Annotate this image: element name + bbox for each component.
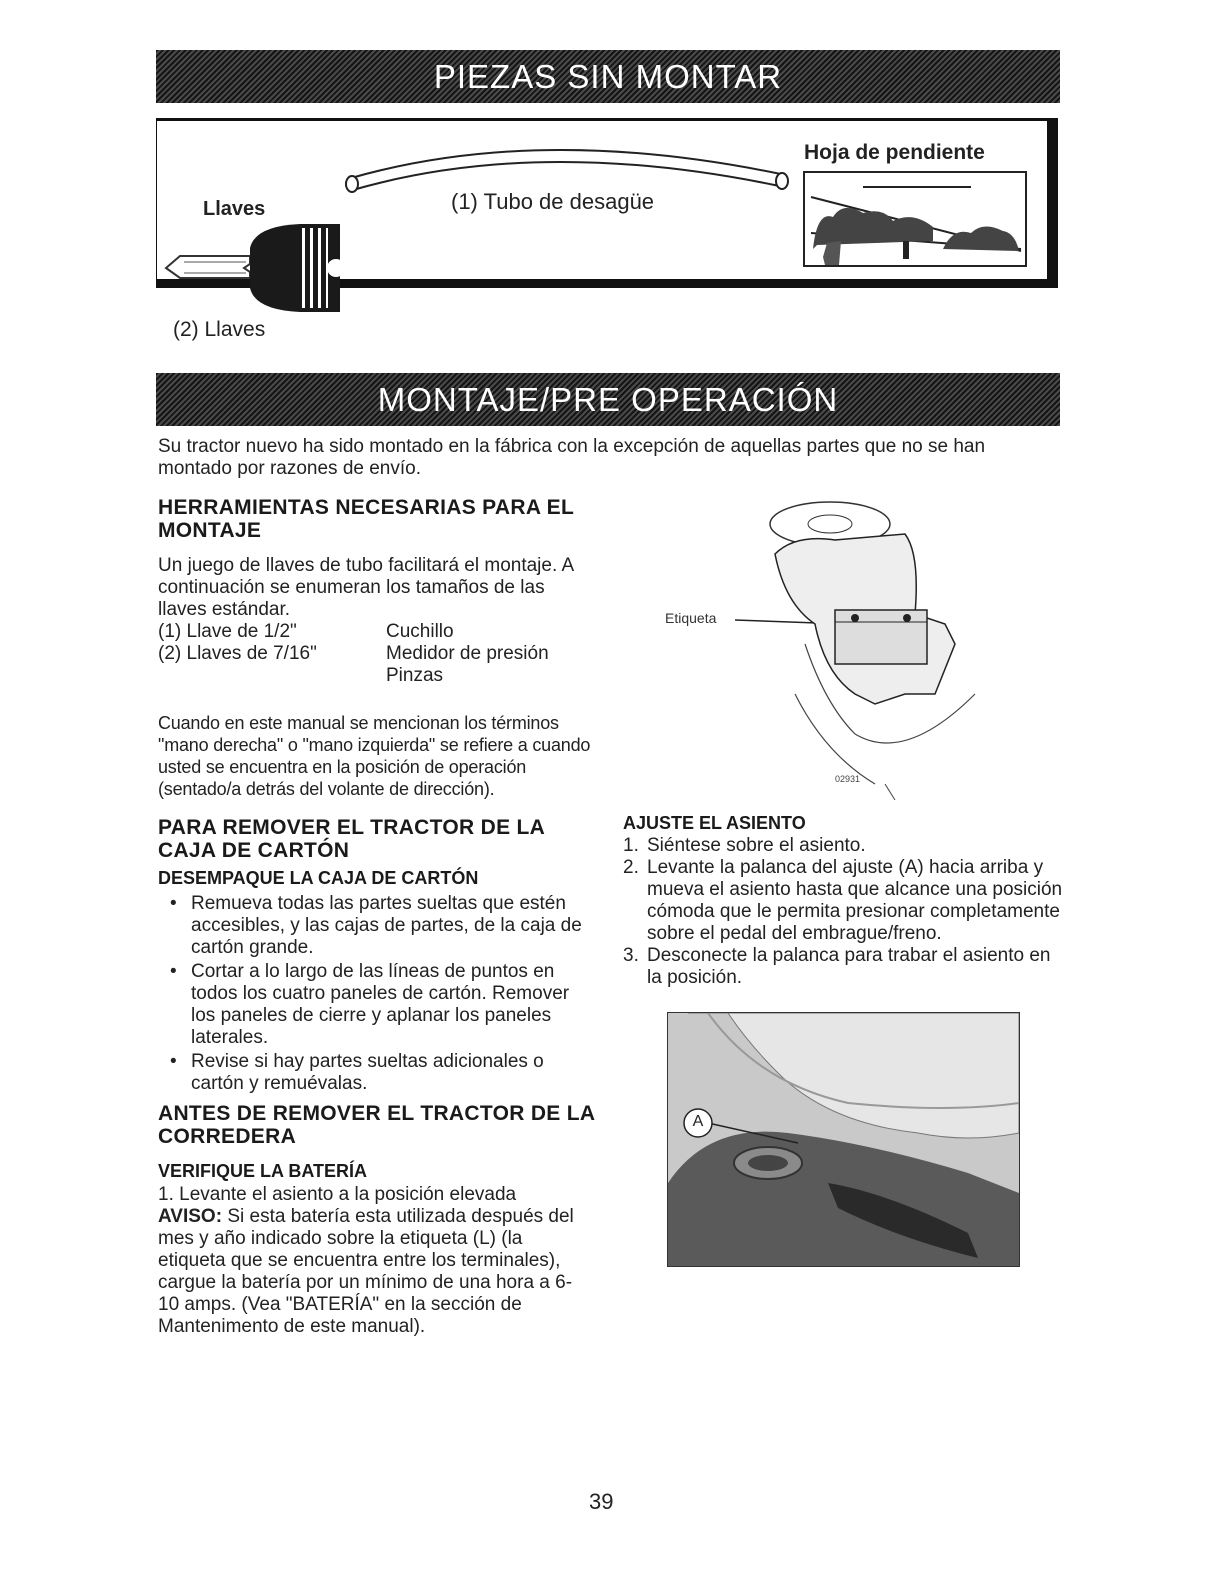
key-icon: [160, 218, 350, 318]
seat-lever-photo: [667, 1012, 1020, 1267]
tools-row-right: Medidor de presión: [386, 643, 549, 664]
page-number: 39: [589, 1489, 614, 1514]
keys-caption: (2) Llaves: [173, 318, 266, 341]
unpack-list: [158, 893, 598, 1095]
slope-sheet-icon: [803, 171, 1027, 267]
tools-row-left: (1) Llave de 1/2": [158, 621, 297, 642]
list-item: 2. Levante la palanca del ajuste (A) hacia arriba y mueva el asiento hasta que alcance una posición cómoda que le permita presionar completamente sobre el pedal del embrague/freno.: [623, 857, 1063, 944]
remove-heading: PARA REMOVER EL TRACTOR DE LA CAJA DE CARTÓN: [158, 816, 545, 862]
figure-code: 02931: [835, 774, 861, 784]
assembly-banner: [156, 373, 1060, 426]
tools-heading: HERRAMIENTAS NECESARIAS PARA EL MONTAJE: [158, 496, 574, 542]
tools-row-right: Pinzas: [386, 665, 444, 686]
tools-row: [158, 665, 598, 687]
before-heading: ANTES DE REMOVER EL TRACTOR DE LA CORREDERA: [158, 1102, 595, 1148]
tools-row: [158, 643, 598, 665]
list-item: • Remueva todas las partes sueltas que estén accesibles, y las cajas de partes, de la caja de cartón grande.: [170, 893, 582, 958]
unpack-subheading: DESEMPAQUE LA CAJA DE CARTÓN: [158, 868, 479, 888]
battery-illustration: [735, 494, 995, 800]
tools-row-right: Cuchillo: [386, 621, 454, 642]
banner-title: MONTAJE/PRE OPERACIÓN: [377, 380, 839, 418]
seat-heading: AJUSTE EL ASIENTO: [623, 813, 806, 833]
orientation-note: Cuando en este manual se mencionan los términos "mano derecha" o "mano izquierda" se refiere a cuando usted se encuentra en la posición de operación (sentado/a detrás del volante de dirección).: [158, 713, 591, 799]
list-item: 1. Siéntese sobre el asiento.: [623, 835, 866, 856]
list-item: 3. Desconecte la palanca para trabar el asiento en la posición.: [623, 945, 1051, 988]
battery-subheading: VERIFIQUE LA BATERÍA: [158, 1161, 368, 1181]
slope-sheet-title: Hoja de pendiente: [804, 141, 985, 164]
keys-title: Llaves: [203, 198, 266, 220]
notice-text: Si esta batería esta utilizada después del mes y año indicado sobre la etiqueta (L) (la etiqueta que se encuentra entre los terminales), cargue la batería por un mínimo de una hora a 6-10 amps. (Vea "BATERÍA" en la sección de Mantenimento de este manual).: [158, 1206, 574, 1337]
battery-label: Etiqueta: [665, 610, 717, 626]
intro-paragraph: Su tractor nuevo ha sido montado en la fábrica con la excepción de aquellas partes que no se han montado por razones de envío.: [158, 436, 986, 479]
tools-row-left: (2) Llaves de 7/16": [158, 643, 317, 664]
tools-list: [158, 621, 598, 687]
tools-row-left: [158, 665, 386, 687]
seat-steps: [623, 835, 1063, 989]
notice-label: AVISO:: [158, 1206, 223, 1227]
callout-a: A: [692, 1113, 704, 1130]
banner-title: PIEZAS SIN MONTAR: [433, 57, 783, 95]
list-item: • Revise si hay partes sueltas adicionales o cartón y remuévalas.: [170, 1051, 544, 1094]
list-item: • Cortar a lo largo de las líneas de puntos en todos los cuatro paneles de cartón. Remover los paneles de cierre y aplanar los paneles laterales.: [170, 961, 570, 1048]
unassembled-parts-banner: [156, 50, 1060, 103]
battery-step: 1. Levante el asiento a la posición elevada: [158, 1184, 517, 1205]
tools-row: [158, 621, 598, 643]
tools-body: Un juego de llaves de tubo facilitará el montaje. A continuación se enumeran los tamaños de las llaves estándar.: [158, 555, 574, 620]
drain-tube-caption: (1) Tubo de desagüe: [451, 189, 655, 214]
battery-notice: [158, 1206, 588, 1338]
